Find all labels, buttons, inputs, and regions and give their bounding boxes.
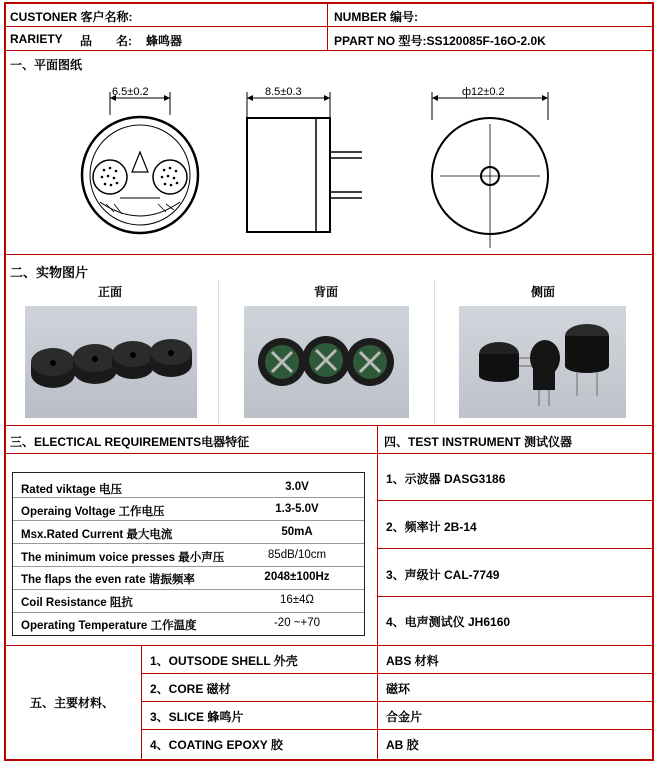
divider <box>4 453 654 454</box>
divider <box>141 673 654 674</box>
divider <box>4 50 654 51</box>
spec-divider <box>13 566 364 567</box>
spec-divider <box>13 497 364 498</box>
spec-divider <box>13 589 364 590</box>
side-dimension: 8.5±0.3 <box>265 86 302 98</box>
rariety-label: RARIETY <box>10 32 63 46</box>
spec-value: 1.3-5.0V <box>275 503 319 515</box>
photo-back <box>244 306 409 418</box>
back-view-drawing <box>420 80 560 250</box>
section-instrument-title: 四、TEST INSTRUMENT 测试仪器 <box>384 435 572 449</box>
divider <box>4 26 654 27</box>
spec-label: Operaing Voltage 工作电压 <box>21 506 165 518</box>
spec-divider <box>13 543 364 544</box>
electrical-spec-table <box>12 472 365 636</box>
front-dimension: 6.5±0.2 <box>112 86 149 98</box>
material-part: 2、CORE 磁材 <box>150 682 231 696</box>
divider <box>377 645 378 761</box>
spec-label: The flaps the even rate 谐振频率 <box>21 574 195 586</box>
divider <box>141 645 142 761</box>
material-value: ABS 材料 <box>386 654 439 668</box>
spec-value: 50mA <box>281 526 313 538</box>
section-drawing-title: 一、平面图纸 <box>10 58 83 72</box>
divider <box>141 701 654 702</box>
material-value: AB 胶 <box>386 738 419 752</box>
caption-front: 正面 <box>97 285 122 299</box>
spec-value: 3.0V <box>285 481 309 493</box>
spec-label: The minimum voice presses 最小声压 <box>21 552 225 564</box>
divider <box>434 280 435 425</box>
divider <box>4 254 654 255</box>
divider <box>377 500 654 501</box>
divider <box>4 425 654 426</box>
material-value: 合金片 <box>386 710 423 724</box>
instrument-item: 3、声级计 CAL-7749 <box>386 568 500 582</box>
spec-value: -20 ~+70 <box>273 617 321 629</box>
section-photos-title: 二、实物图片 <box>10 265 89 280</box>
spec-value: 16±4Ω <box>279 594 315 606</box>
number-label: NUMBER 编号: <box>334 10 418 24</box>
instrument-item: 1、示波器 DASG3186 <box>386 472 506 486</box>
divider <box>377 548 654 549</box>
customer-label: CUSTONER 客户名称: <box>10 10 133 24</box>
spec-divider <box>13 520 364 521</box>
spec-value: 85dB/10cm <box>267 549 327 561</box>
divider <box>327 2 328 50</box>
part-number: PPART NO 型号:SS120085F-16O-2.0K <box>334 34 546 48</box>
back-dimension: ф12±0.2 <box>462 86 505 98</box>
section-electrical-title: 三、ELECTICAL REQUIREMENTS电器特征 <box>10 435 250 449</box>
spec-value: 2048±100Hz <box>264 571 330 583</box>
spec-divider <box>13 612 364 613</box>
product-name: 蜂鸣器 <box>146 34 183 48</box>
photo-side <box>459 306 626 418</box>
caption-back: 背面 <box>313 285 338 299</box>
material-part: 3、SLICE 蜂鸣片 <box>150 710 244 724</box>
divider <box>141 729 654 730</box>
caption-side: 侧面 <box>530 285 555 299</box>
spec-label: Coil Resistance 阻抗 <box>21 597 133 609</box>
instrument-item: 4、电声测试仪 JH6160 <box>386 615 511 629</box>
section-materials-title: 五、主要材料、 <box>30 696 115 710</box>
name-label-pin: 品 <box>80 34 93 48</box>
side-view-drawing <box>232 80 372 250</box>
name-label-ming: 名: <box>116 34 132 48</box>
photo-front <box>25 306 197 418</box>
spec-label: Msx.Rated Current 最大电流 <box>21 529 173 541</box>
material-value: 磁环 <box>386 682 411 696</box>
divider <box>4 645 654 646</box>
material-part: 1、OUTSODE SHELL 外壳 <box>150 654 298 668</box>
front-view-drawing <box>70 80 210 250</box>
material-part: 4、COATING EPOXY 胶 <box>150 738 283 752</box>
divider <box>218 280 219 425</box>
instrument-item: 2、频率计 2B-14 <box>386 520 477 534</box>
spec-label: Rated viktage 电压 <box>21 484 122 496</box>
divider <box>377 425 378 645</box>
spec-label: Operating Temperature 工作温度 <box>21 620 197 632</box>
divider <box>377 596 654 597</box>
